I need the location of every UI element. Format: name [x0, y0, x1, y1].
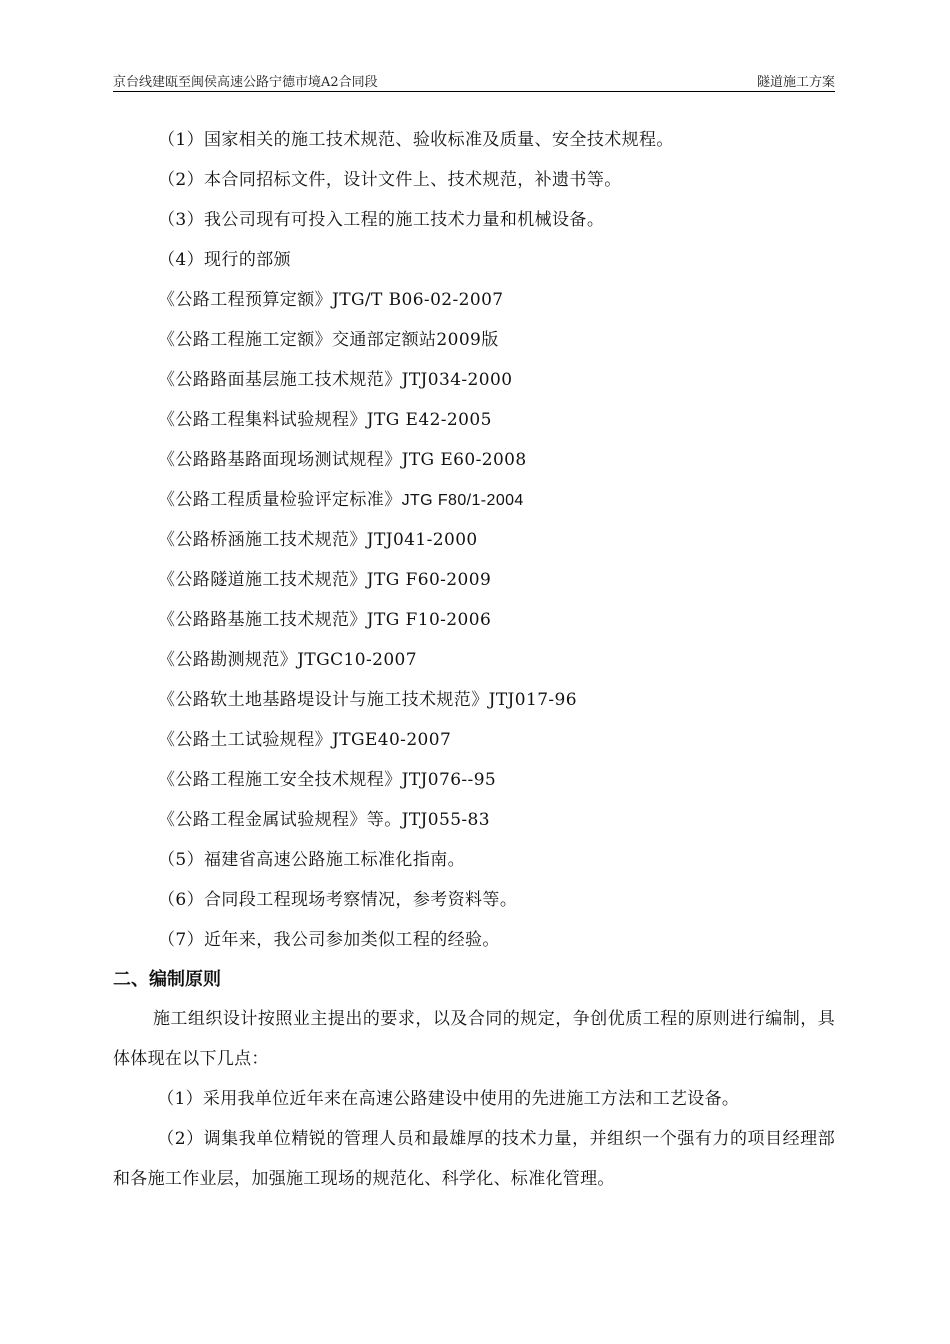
standard-item: 《公路工程集料试验规程》JTG E42-2005: [158, 410, 492, 430]
header-document-title: 隧道施工方案: [756, 75, 835, 90]
basis-item-4: （4）现行的部颁: [158, 250, 292, 270]
page-header: [113, 69, 835, 92]
standard-item: 《公路工程施工定额》交通部定额站2009版: [158, 330, 499, 350]
basis-item-7: （7）近年来，我公司参加类似工程的经验。: [158, 930, 500, 950]
basis-item-1: （1）国家相关的施工技术规范、验收标准及质量、安全技术规程。: [158, 130, 674, 150]
basis-item-2: （2）本合同招标文件，设计文件上、技术规范，补遗书等。: [158, 170, 622, 190]
standard-item: 《公路桥涵施工技术规范》JTJ041-2000: [158, 530, 478, 550]
standard-item: 《公路路基施工技术规范》JTG F10-2006: [158, 610, 492, 630]
standard-item: 《公路工程施工安全技术规程》JTJ076--95: [158, 770, 497, 790]
section-heading: 二、编制原则: [113, 969, 221, 990]
principle-item-2: （2）调集我单位精锐的管理人员和最雄厚的技术力量，并组织一个强有力的项目经理部和各施工作业层，加强施工现场的规范化、科学化、标准化管理。: [113, 1129, 835, 1189]
basis-item-6: （6）合同段工程现场考察情况，参考资料等。: [158, 890, 518, 910]
basis-item-3: （3）我公司现有可投入工程的施工技术力量和机械设备。: [158, 210, 605, 230]
basis-item-5: （5）福建省高速公路施工标准化指南。: [158, 850, 466, 870]
standard-item: 《公路软土地基路堤设计与施工技术规范》JTJ017-96: [158, 690, 577, 710]
standard-item: 《公路工程预算定额》JTG/T B06-02-2007: [158, 290, 504, 310]
standard-item: 《公路工程金属试验规程》等。JTJ055-83: [158, 810, 490, 830]
standard-item: 《公路土工试验规程》JTGE40-2007: [158, 730, 452, 750]
standard-item: 《公路勘测规范》JTGC10-2007: [158, 650, 417, 670]
header-project-name: 京台线建瓯至闽侯高速公路宁德市境A2合同段: [113, 75, 378, 90]
standard-quality-title: 《公路工程质量检验评定标准》: [158, 490, 402, 510]
standard-item-quality: [158, 488, 524, 513]
principle-item-1: （1）采用我单位近年来在高速公路建设中使用的先进施工方法和工艺设备。: [157, 1089, 740, 1109]
standard-item: 《公路隧道施工技术规范》JTG F60-2009: [158, 570, 492, 590]
standard-quality-code: JTG F80/1-2004: [401, 492, 524, 509]
section-intro: 施工组织设计按照业主提出的要求，以及合同的规定，争创优质工程的原则进行编制，具体体现在以下几点：: [113, 1009, 835, 1069]
standard-item: 《公路路基路面现场测试规程》JTG E60-2008: [158, 450, 527, 470]
standard-item: 《公路路面基层施工技术规范》JTJ034-2000: [158, 370, 513, 390]
